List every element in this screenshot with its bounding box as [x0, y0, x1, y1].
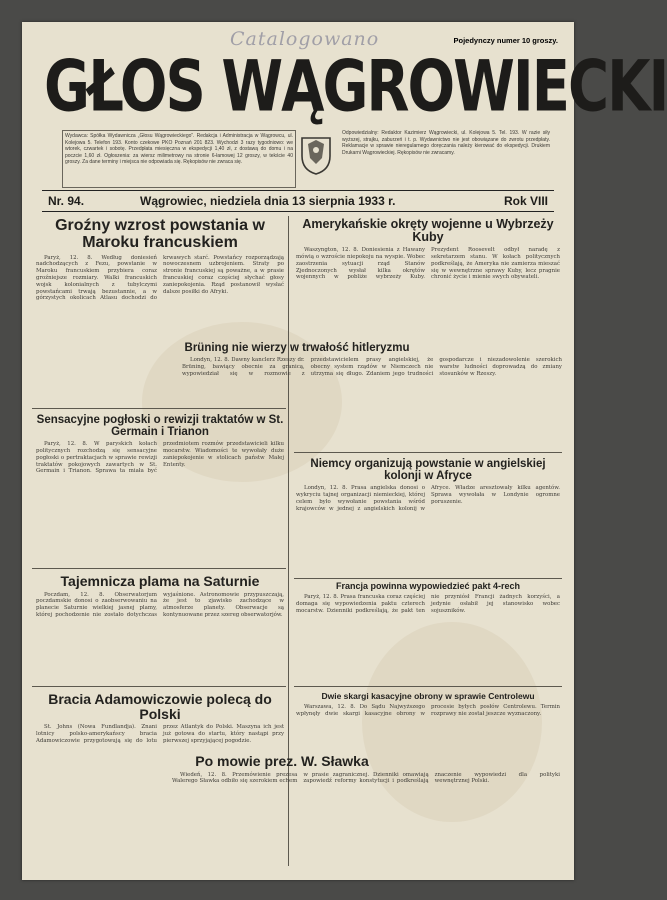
headline: Bracia Adamowiczowie polecą do Polski [48, 691, 272, 722]
headline: Tajemnicza plama na Saturnie [60, 573, 260, 589]
section-rule [32, 686, 286, 687]
publisher-info: Wydawca: Spółka Wydawnicza „Głosu Wągrowieckiego”. Redakcja i Administracja w Wągrowcu, ul. Kolejowa 5. Telefon 193. Konto czekowe PKO Poznań 201 823. Wychodzi 3 razy tygodniowo: we wtorek, czwartek i sobotę. Przedpłata miesięczna w ekspedycji 1,40 zł, z dostawą do domu i na poczcie 1,60 zł. Ogłoszenia: za wiersz milimetrowy na stronie 6-łamowej 12 groszy, w tekście 40 groszy. Za dane terminy i miejsca nie odpowiada się. Rękopisów nie zwraca się. [62, 130, 296, 188]
article-body: Poczdam, 12. 8. Obserwatorjum poczdamskie donosi o zaobserwowaniu na planecie Saturnie wielkiej jasnej plamy, której pochodzenie nie zostało dotychczas wyjaśnione. Astronomowie przypuszczają, że jest to zjawisko zachodzące w atmosferze planety. Obserwacje są kontynuowane przez szereg obserwatorjów. [36, 591, 284, 619]
article-body: Paryż, 12. 8. W paryskich kołach politycznych rozchodzą się sensacyjne pogłoski o pertraktacjach w sprawie rewizji traktatów pokojowych zawartych w St. Germain i Trianon. Sprawa ta miała być przedmiotem rozmów przedstawicieli kilku mocarstw. Wiadomości te wywołały duże zaniepokojenie w stolicach państw Małej Ententy. [36, 441, 284, 475]
headline: Dwie skargi kasacyjne obrony w sprawie Centrolewu [321, 691, 535, 701]
article-centrolew [296, 692, 560, 752]
article-four-power-pact [296, 582, 560, 682]
article-body: Londyn, 12. 8. Prasa angielska donosi o wykryciu tajnej organizacji niemieckiej, której celem było wywołanie powstania wśród krajowców w jednej z angielskich kolonij w Afryce. Władze aresztowały kilku agentów. Sprawa wywołała w Londynie ogromne poruszenie. [296, 485, 560, 512]
article-slawek [172, 754, 560, 868]
article-body: Paryż, 12. 8. Według doniesień nadchodzących z Fezu, powstanie w Maroku francuskiem przybiera coraz groźniejsze rozmiary. Walki francuskich wojsk kolonialnych z tubylczymi powstańcami trwają bezustannie, a w górzystych okolicach Atlasu dochodzi do krwawych starć. Powstańcy rozporządzają nowoczesnem uzbrojeniem. Straty po stronie francuskiej są poważne, a w prasie francuskiej coraz częściej słychać głosy zaniepokojenia. Rząd postanowił wysłać dalsze posiłki do Afryki. [36, 254, 284, 302]
issue-date: Wągrowiec, niedziela dnia 13 sierpnia 1933 r. [140, 194, 396, 208]
article-body: Paryż, 12. 8. Prasa francuska coraz częściej domaga się wypowiedzenia paktu czterech mocarstw. Dzienniki podkreślają, że pakt ten nie przyniósł Francji żadnych korzyści, a jedynie osłabił jej stanowisko wobec sojuszników. [296, 594, 560, 615]
article-body: Waszyngton, 12. 8. Doniesienia z Hawany mówią o wzroście niepokoju na wyspie. Wobec zaostrzenia sytuacji rząd Stanów Zjednoczonych wysłał kilka okrętów wojennych w pobliże wybrzeży Kuby. Prezydent Roosevelt odbył naradę z sekretarzem stanu. W kołach politycznych podkreślają, że Ameryka nie zamierza mieszać się w wewnętrzne sprawy Kuby, lecz pragnie chronić życie i mienie swych obywateli. [296, 247, 560, 281]
article-treaties [36, 414, 284, 564]
section-rule [32, 568, 286, 569]
headline: Sensacyjne pogłoski o rewizji traktatów w St. Germain i Trianon [36, 414, 284, 439]
article-cuba [296, 218, 560, 338]
headline: Groźny wzrost powstania w Maroku francuskiem [55, 217, 265, 251]
headline: Francja powinna wypowiedzieć pakt 4-rech [335, 581, 521, 591]
handwritten-signature: Catalogowano [230, 28, 380, 50]
headline: Brüning nie wierzy w trwałość hitleryzmu [184, 342, 410, 354]
headline: Amerykańskie okręty wojenne u Wybrzeży Kuby [302, 217, 554, 245]
issue-number: Nr. 94. [48, 194, 85, 208]
price-note: Pojedynczy numer 10 groszy. [453, 36, 558, 45]
dateline-bar [42, 190, 554, 212]
headline: Po mowie prez. W. Sławka [195, 753, 369, 769]
newspaper-page [22, 22, 667, 880]
section-rule [294, 578, 562, 579]
article-saturn [36, 574, 284, 682]
masthead-title: GŁOS WĄGROWIECKI [44, 46, 667, 128]
article-body: St. Johns (Nowa Fundlandja). Znani lotnicy polsko-amerykańscy bracia Adamowiczowie przygotowują się do lotu przez Atlantyk do Polski. Maszyna ich jest już gotowa do startu, który nastąpi przy pierwszej sprzyjającej pogodzie. [36, 724, 284, 744]
article-body: Londyn, 12. 8. Dawny kanclerz Rzeszy dr. Brüning, bawiący obecnie za granicą, wypowiedział się w rozmowie z przedstawicielem prasy angielskiej, że obecny system rządów w Niemczech nie utrzyma się długo. Zdaniem jego trudności gospodarcze i niezadowolenie szerokich warstw ludności doprowadzą do zmiany stosunków w Rzeszy. [182, 357, 562, 377]
article-germany-africa [296, 458, 560, 574]
headline: Niemcy organizują powstanie w angielskiej kolonji w Afryce [310, 458, 546, 483]
section-rule [294, 452, 562, 453]
issue-year: Rok VIII [503, 194, 548, 208]
section-rule [294, 686, 562, 687]
article-body: Wiedeń, 12. 8. Przemówienie prezesa Walerego Sławka odbiło się szerokiem echem w prasie zagranicznej. Dzienniki omawiają zapowiedź reformy konstytucji i podkreślają znaczenie wypowiedzi dla polityki wewnętrznej Polski. [172, 771, 560, 785]
editor-info: Odpowiedzialny: Redaktor Kazimierz Wągrowiecki, ul. Kolejowa 5. Tel. 193. W razie siły wyższej, strajku, zaburzeń i t. p. Wydawnictwo nie jest obowiązane do zwrotu przedpłaty. Reklamacje w sprawie nieregularnego doręczania należy kierować do ekspedycji. Drukiem Drukarni Wągrowieckiej. Rękopisów nie zwracamy. [342, 130, 550, 156]
coat-of-arms-icon [299, 134, 333, 176]
article-body: Warszawa, 12. 8. Do Sądu Najwyższego wpłynęły dwie skargi kasacyjne obrony w procesie byłych posłów Centrolewu. Termin rozprawy nie został jeszcze wyznaczony. [296, 703, 560, 717]
